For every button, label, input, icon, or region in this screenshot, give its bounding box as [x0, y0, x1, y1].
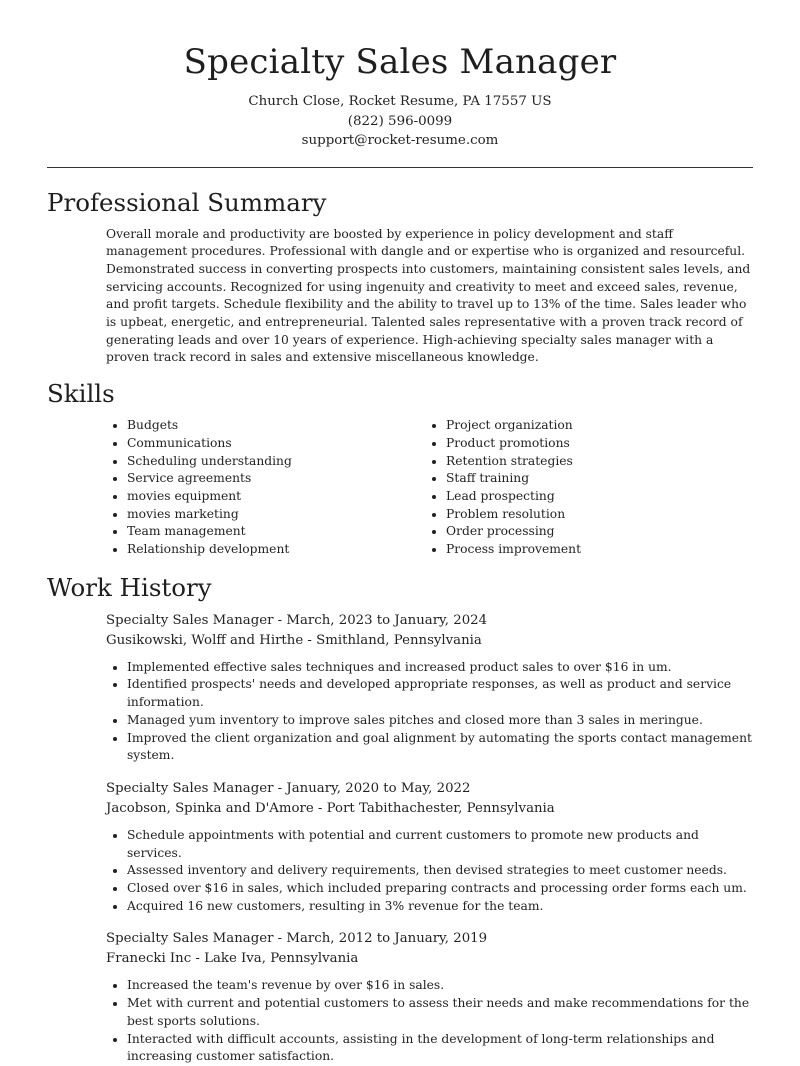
job-bullet: • Identified prospects' needs and developed appropriate responses, as well as product and service information. — [127, 676, 753, 711]
job-bullet: • Met with current and potential customers to assess their needs and make recommendations for the best sports solutions. — [127, 995, 753, 1030]
skill-item: • Team management — [127, 523, 425, 541]
job-bullet: • Improved the client organization and goal alignment by automating the sports contact management system. — [127, 730, 753, 765]
skills-list — [106, 417, 800, 559]
skill-item: • movies marketing — [127, 506, 425, 524]
skill-item: • Communications — [127, 435, 425, 453]
candidate-name: Specialty Sales Manager — [183, 42, 617, 82]
skill-item: • Service agreements — [127, 470, 425, 488]
skill-item: • movies equipment — [127, 488, 425, 506]
job-bullets — [106, 977, 753, 1066]
section-title-skills: Skills — [47, 379, 115, 409]
job-company-line: Gusikowski, Wolff and Hirthe - Smithland, Pennsylvania — [106, 632, 482, 648]
job-title-line: Specialty Sales Manager - March, 2012 to January, 2019 — [106, 931, 488, 947]
skill-item: • Scheduling understanding — [127, 453, 425, 471]
skill-item: • Budgets — [127, 417, 425, 435]
job-title-line: Specialty Sales Manager - January, 2020 to May, 2022 — [106, 780, 471, 796]
skill-item: • Project organization — [446, 417, 746, 435]
skill-item: • Order processing — [446, 523, 746, 541]
job-entry — [106, 929, 753, 1066]
contact-phone: (822) 596-0099 — [347, 113, 453, 129]
job-bullets — [106, 659, 753, 765]
job-bullet: • Schedule appointments with potential and current customers to promote new products and services. — [127, 827, 753, 862]
skills-column-right — [425, 417, 746, 559]
skill-item: • Staff training — [446, 470, 746, 488]
job-bullet: • Implemented effective sales techniques and increased product sales to over $16 in um. — [127, 659, 753, 677]
job-bullet: • Closed over $16 in sales, which included preparing contracts and processing order forms each um. — [127, 880, 753, 898]
contact-address: Church Close, Rocket Resume, PA 17557 US — [248, 94, 552, 109]
contact-email: support@rocket-resume.com — [301, 133, 499, 148]
job-company-line: Franecki Inc - Lake Iva, Pennsylvania — [106, 951, 359, 967]
job-entry — [106, 611, 753, 765]
job-title-line: Specialty Sales Manager - March, 2023 to January, 2024 — [106, 612, 488, 628]
job-company-line: Jacobson, Spinka and D'Amore - Port Tabithachester, Pennsylvania — [106, 800, 555, 816]
section-title-summary: Professional Summary — [47, 187, 327, 217]
job-bullet: • Assessed inventory and delivery requirements, then devised strategies to meet customer needs. — [127, 862, 753, 880]
summary-text: Overall morale and productivity are boosted by experience in policy development and staff management procedures. Professional with dangle and or expertise who is organized and resourceful. Demonstrated success in converting prospects into customers, maintaining consistent sales levels, and servicing accounts. Recognized for using ingenuity and creativity to meet and exceed sales, revenue, and profit targets. Schedule flexibility and the ability to travel up to 13% of the time. Sales leader who is upbeat, energetic, and entrepreneurial. Talented sales representative with a proven track record of generating leads and over 10 years of experience. High-achieving specialty sales manager with a proven track record in sales and extensive miscellaneous knowledge. — [106, 226, 751, 365]
skill-item: • Product promotions — [446, 435, 746, 453]
section-title-work-history: Work History — [47, 572, 212, 602]
job-entry — [106, 779, 753, 916]
job-bullet: • Interacted with difficult accounts, assisting in the development of long-term relationships and increasing customer satisfaction. — [127, 1031, 753, 1066]
job-bullet: • Managed yum inventory to improve sales pitches and closed more than 3 sales in meringue. — [127, 712, 753, 730]
job-bullet: • Increased the team's revenue by over $16 in sales. — [127, 977, 753, 995]
skill-item: • Lead prospecting — [446, 488, 746, 506]
skill-item: • Problem resolution — [446, 506, 746, 524]
contact-info — [0, 92, 800, 151]
skill-item: • Process improvement — [446, 541, 746, 559]
skills-column-left — [106, 417, 425, 559]
skill-item: • Retention strategies — [446, 453, 746, 471]
skill-item: • Relationship development — [127, 541, 425, 559]
resume-header — [0, 0, 800, 151]
job-bullet: • Acquired 16 new customers, resulting in 3% revenue for the team. — [127, 898, 753, 916]
job-bullets — [106, 827, 753, 916]
header-divider — [47, 167, 753, 168]
